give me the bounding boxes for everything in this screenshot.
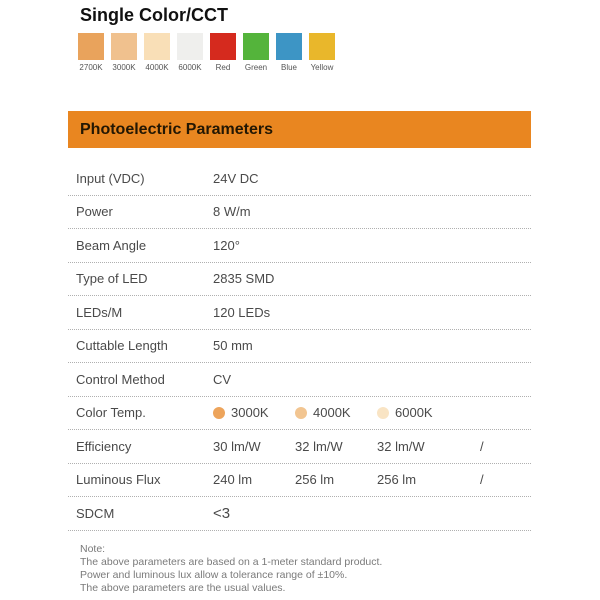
table-row-control-method [68, 363, 531, 397]
table-row-cuttable-length [68, 330, 531, 364]
color-dot-4000k-icon [295, 407, 307, 419]
swatch-green [243, 33, 269, 72]
color-temp-3000k [213, 405, 295, 420]
row-label: Input (VDC) [76, 170, 145, 186]
row-value: 8 W/m [213, 204, 251, 220]
row-value: 50 mm [213, 338, 253, 354]
row-label: Beam Angle [76, 237, 147, 253]
color-temp-4000k-label: 4000K [313, 405, 351, 421]
swatch-3000k-color [111, 33, 137, 60]
row-value: 120 LEDs [213, 304, 271, 320]
table-row-input [68, 162, 531, 196]
row-label: Color Temp. [76, 405, 146, 421]
flux-3000k: 240 lm [213, 472, 253, 488]
efficiency-na: / [480, 438, 484, 454]
swatch-4000k-label: 4000K [145, 63, 169, 72]
color-temp-6000k [377, 405, 459, 420]
section-header-bar [68, 111, 531, 148]
table-row-beam-angle [68, 229, 531, 263]
flux-4000k: 256 lm [295, 472, 335, 488]
section-header-title: Photoelectric Parameters [80, 120, 273, 138]
row-label: SDCM [76, 505, 115, 521]
swatch-6000k-label: 6000K [178, 63, 202, 72]
color-dot-6000k-icon [377, 407, 389, 419]
table-row-luminous-flux [68, 464, 531, 498]
note-line-3: The above parameters are the usual values. [80, 582, 286, 594]
color-temp-3000k-label: 3000K [231, 405, 269, 421]
note-title: Note: [80, 543, 106, 555]
row-label: Luminous Flux [76, 472, 161, 488]
swatch-6000k [177, 33, 203, 72]
flux-na: / [480, 472, 484, 488]
page-title: Single Color/CCT [80, 5, 228, 25]
swatch-red-color [210, 33, 236, 60]
row-label: Efficiency [76, 438, 132, 454]
note-line-1: The above parameters are based on a 1-meter standard product. [80, 556, 383, 568]
swatch-yellow [309, 33, 335, 72]
swatch-3000k-label: 3000K [112, 63, 136, 72]
swatch-4000k [144, 33, 170, 72]
swatch-yellow-color [309, 33, 335, 60]
swatch-2700k-color [78, 33, 104, 60]
swatch-4000k-color [144, 33, 170, 60]
efficiency-4000k: 32 lm/W [295, 438, 343, 454]
row-value: 24V DC [213, 170, 259, 186]
note-block [80, 543, 382, 595]
row-value: 120° [213, 237, 240, 253]
swatch-red [210, 33, 236, 72]
row-label: Type of LED [76, 271, 148, 287]
color-temp-6000k-label: 6000K [395, 405, 433, 421]
table-row-color-temp [68, 397, 531, 431]
row-value: 2835 SMD [213, 271, 275, 287]
row-value: <3 [213, 504, 231, 522]
swatch-blue [276, 33, 302, 72]
efficiency-3000k: 30 lm/W [213, 438, 261, 454]
color-dot-3000k-icon [213, 407, 225, 419]
table-row-efficiency [68, 430, 531, 464]
swatch-green-label: Green [244, 63, 268, 72]
swatch-green-color [243, 33, 269, 60]
flux-6000k: 256 lm [377, 472, 417, 488]
swatch-blue-label: Blue [280, 63, 297, 72]
swatch-3000k [111, 33, 137, 72]
row-label: Cuttable Length [76, 338, 168, 354]
swatch-2700k-label: 2700K [79, 63, 103, 72]
efficiency-6000k: 32 lm/W [377, 438, 425, 454]
swatch-red-label: Red [215, 63, 231, 72]
note-line-2: Power and luminous lux allow a tolerance range of ±10%. [80, 569, 348, 581]
spec-table [68, 162, 531, 531]
table-row-leds-per-m [68, 296, 531, 330]
row-value: CV [213, 371, 232, 387]
table-row-led-type [68, 263, 531, 297]
swatch-blue-color [276, 33, 302, 60]
color-swatch-row [78, 33, 335, 72]
table-row-sdcm [68, 497, 531, 531]
swatch-yellow-label: Yellow [310, 63, 334, 72]
row-label: LEDs/M [76, 304, 123, 320]
table-row-power [68, 196, 531, 230]
row-label: Power [76, 204, 113, 220]
color-temp-4000k [295, 405, 377, 420]
swatch-6000k-color [177, 33, 203, 60]
swatch-2700k [78, 33, 104, 72]
row-label: Control Method [76, 371, 165, 387]
